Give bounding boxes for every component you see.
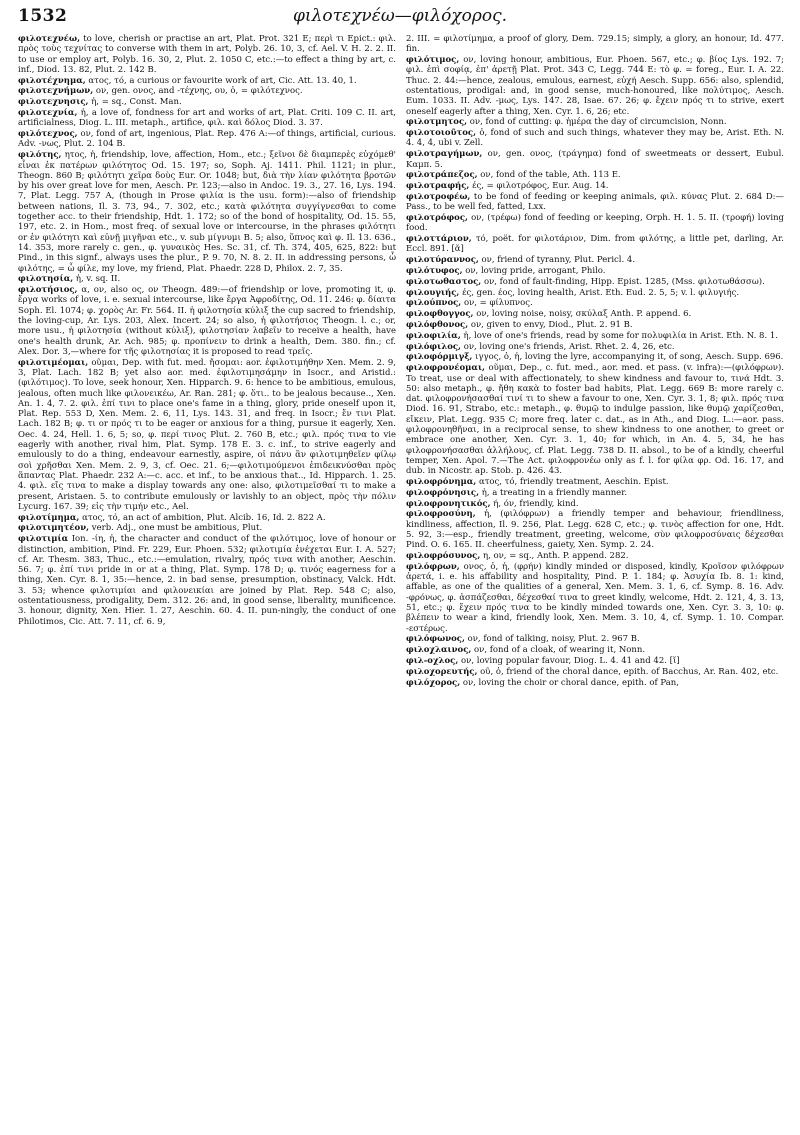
entry-definition: ον, friend of tyranny, Plut. Pericl. 4. xyxy=(481,255,636,266)
entry-headword: φιλοτίμημα, xyxy=(18,512,80,523)
dictionary-entry xyxy=(406,288,784,298)
dictionary-entry xyxy=(18,534,396,627)
entry-definition: ον, fond of the table, Ath. 113 E. xyxy=(480,170,621,181)
entry-headword: φιλοτήσιος, xyxy=(18,285,78,296)
entry-headword: φιλοτοιοῦτος, xyxy=(406,128,477,139)
dictionary-entry xyxy=(18,150,396,274)
entry-headword: φιλοτιμέομαι, xyxy=(18,357,89,368)
dictionary-entry xyxy=(406,562,784,634)
entry-headword: φιλοτέχνημα, xyxy=(18,75,86,86)
dictionary-entry xyxy=(406,645,784,655)
entry-headword: φιλοτμητος, xyxy=(406,117,468,128)
entry-headword: φιλοτιμία xyxy=(18,534,69,545)
dictionary-entry xyxy=(406,34,784,55)
dictionary-entry xyxy=(406,634,784,644)
entry-headword: φιλόφωνος, xyxy=(406,634,465,645)
entry-headword: φιλοφρόνημα, xyxy=(406,476,477,487)
entry-headword: φιλόφθονος, xyxy=(406,320,469,331)
dictionary-entry xyxy=(18,523,396,533)
entry-headword: φιλοτωθαστος, xyxy=(406,276,482,287)
entry-definition: ον, fond of fault-finding, Hipp. Epist. 1285, (Mss. φιλοτωθάσσω). xyxy=(483,276,765,287)
entry-definition: α, ον, also ος, ον Theogn. 489:—of friendship or love, promoting it, φ. ἔργα works of love, i. e. sexual intercourse, like ἔργα Ἀφροδίτης, Od. 11. 246: φ. δίαιτα Soph. El. 1074; φ. χορὸς Ar. Fr. 564. II. ἡ φιλοτησία κύλιξ the cup sacred to friendship, the loving-cup, Ar. Lys. 203, Alex. Incert. 24; so also, ἡ φιλοτήσιος Theogn. l. c.; or, more usu., ἡ φιλοτησία (without κύλιξ), φιλοτησίαν λαβεῖν to receive a health, have one's health drunk, Ar. Ach. 985; φ. προπίνειν to drink a health, Dem. 380. fin.; cf. Alex. Dor. 3,—where for τῆς φιλοτησίας it is proposed to read τρεῖς. xyxy=(18,285,396,357)
dictionary-entry xyxy=(18,108,396,129)
entry-definition: ἡ, love of one's friends, read by some for πολυφιλία in Arist. Eth. N. 8. 1. xyxy=(463,330,778,341)
entry-headword: φιλοτύραννος, xyxy=(406,255,479,266)
left-column xyxy=(18,34,396,1130)
entry-definition: τό, poët. for φιλοτάριον, Dim. from φιλότης, a little pet, darling, Ar. Eccl. 891. [ᾰ] xyxy=(406,234,784,255)
dictionary-entry xyxy=(406,170,784,180)
entry-headword: φιλοφρονέομαι, xyxy=(406,363,486,374)
entry-definition: Ion. -ίη, ἡ, the character and conduct of the φιλότιμος, love of honour or distinction, ambition, Pind. Fr. 229, Eur. Phoen. 532; φιλοτιμία ἐνέχεται Eur. I. A. 527; cf. Ar. Thesm. 383, Thuc., etc.:—emulation, rivalry, πρός τινα with another, Aeschin. 56. 7; φ. ἐπί τινι pride in or at a thing, Plat. Symp. 178 D; φ. τινός eagerness for a thing, Xen. Cyr. 8. 1, 35:—hence, 2. in bad sense, presumption, obstinacy, Valck. Hdt. 3. 53; whence φιλοτιμίαι and φιλονεικίαι are joined by Plat. Rep. 548 C; also, ostentatiousness, prodigality, Dem. 312. 26: and, in good sense, liberality, munificence. 3. honour, dignity, Xen. Hier. 1. 27, Aeschin. 60. 4. II. pun-ningly, the conduct of one Philotimos, Cic. Att. 7. 11, cf. 6. 9, xyxy=(18,534,396,627)
entry-headword: φιλοτησία, xyxy=(18,274,74,285)
entry-headword: φιλοχορευτής, xyxy=(406,666,478,677)
entry-definition: ιγγος, ὁ, ἡ, loving the lyre, accompanying it, of song, Aesch. Supp. 696. xyxy=(475,352,784,363)
entry-definition: ον, loving pride, arrogant, Philo. xyxy=(465,266,606,277)
dictionary-entry xyxy=(18,34,396,75)
entry-definition: ἡ, v. sq. II. xyxy=(75,274,121,285)
entry-headword: φιλοτεχνήμων, xyxy=(18,86,94,97)
entry-headword: φιλοτιμητέον, xyxy=(18,523,90,534)
entry-definition: ον, gen. ονος, (τράγημα) fond of sweetmeats or dessert, Eubul. Καμπ. 5. xyxy=(406,149,784,170)
dictionary-entry xyxy=(406,342,784,352)
dictionary-entry xyxy=(18,76,396,86)
entry-definition: ον, (τρέφω) fond of feeding or keeping, Orph. H. 1. 5. II. (τροφή) loving food. xyxy=(406,213,784,234)
entry-headword: φιλούπνος, xyxy=(406,298,462,309)
page-number: 1532 xyxy=(18,6,68,26)
entry-definition: ον, given to envy, Diod., Plut. 2. 91 B. xyxy=(470,320,633,331)
entry-definition: ατος, τό, a curious or favourite work of art, Cic. Att. 13. 40, 1. xyxy=(88,75,357,86)
entry-headword: φιλοτραφής, xyxy=(406,181,470,192)
entry-headword: φιλότεχνος, xyxy=(18,129,78,140)
entry-headword: φιλοφρόνησις, xyxy=(406,487,480,498)
entry-definition: ον, fond of art, ingenious, Plat. Rep. 476 A:—of things, artificial, curious. Adv. -νως, Plut. 2. 104 B. xyxy=(18,129,396,150)
entry-headword: φιλοχλαινος, xyxy=(406,645,472,656)
entry-definition: verb. Adj., one must be ambitious, Plut. xyxy=(91,523,263,534)
dictionary-entry xyxy=(406,320,784,330)
entry-headword: φιλόφρων, xyxy=(406,561,460,572)
entry-headword: φιλότης, xyxy=(18,150,62,161)
entry-definition: ον, fond of cutting: φ. ἡμέρα the day of circumcision, Nonn. xyxy=(469,117,727,128)
entry-definition: to love, cherish or practise an art, Plat. Prot. 321 E; περὶ τι Epict.: φιλ. πρὸς τοὺς τεχνίτας to converse with them in art, Polyb. 26. 10, 3, cf. Ael. V. H. 2. 2. II. to use or employ art, Polyb. 16. 30, 2, Plut. 2. 1050 C, etc.:—to effect a thing by art, c. inf., Diod. 13. 82, Plut. 2. 142 B. xyxy=(18,34,396,75)
entry-headword: φιλοττάριον, xyxy=(406,234,472,245)
entry-headword: φιλ-οχλος, xyxy=(406,656,459,667)
running-head: φιλοτεχνέω—φιλόχορος. xyxy=(293,6,507,26)
entry-definition: ἡ, a love of, fondness for art and works of art, Plat. Criti. 109 C. II. art, artificialness, Diog. L. III. metaph., artifice, φιλ. καὶ δόλος Diod. 3. 37. xyxy=(18,108,396,129)
entry-headword: φιλοτραγήμων, xyxy=(406,149,483,160)
dictionary-entry xyxy=(406,551,784,561)
entry-headword: φιλοτράπεζος, xyxy=(406,170,478,181)
entry-definition: 2. III. = φιλοτίμημα, a proof of glory, Dem. 729.15; simply, a glory, an honour, Id. 477. fin. xyxy=(406,34,784,55)
entry-headword: φιλοφρονητικός, xyxy=(406,498,491,509)
entry-headword: φιλότιμος, xyxy=(406,55,460,66)
dictionary-entry xyxy=(406,363,784,476)
dictionary-entry xyxy=(406,255,784,265)
dictionary-entry xyxy=(406,192,784,213)
dictionary-entry xyxy=(406,509,784,550)
dictionary-entry xyxy=(406,234,784,255)
right-column xyxy=(406,34,784,1130)
entry-definition: ον, loving the choir or choral dance, epith. of Pan, xyxy=(462,677,679,688)
entry-definition: ὁ, fond of such and such things, whatever they may be, Arist. Eth. N. 4. 4, 4, ubi v. Zell. xyxy=(406,128,784,149)
dictionary-entry xyxy=(406,149,784,170)
entry-definition: ον, fond of a cloak, of wearing it, Nonn. xyxy=(474,645,646,656)
dictionary-entry xyxy=(406,678,784,688)
entry-headword: φιλοτροφέω, xyxy=(406,191,471,202)
page-header xyxy=(18,6,782,30)
entry-definition: ον, loving one's friends, Arist. Rhet. 2. 4, 26, etc. xyxy=(463,341,675,352)
dictionary-entry xyxy=(406,128,784,149)
entry-definition: ατος, τό, an act of ambition, Plut. Alcib. 16, Id. 2. 822 A. xyxy=(82,512,326,523)
dictionary-entry xyxy=(406,667,784,677)
entry-definition: ον, = φίλυπνος. xyxy=(463,298,533,309)
entry-definition: ές, = φιλοτρόφος, Eur. Aug. 14. xyxy=(472,181,609,192)
entry-headword: φιλόφιλος, xyxy=(406,341,462,352)
dictionary-entry xyxy=(18,86,396,96)
text-columns xyxy=(18,34,784,1130)
dictionary-entry xyxy=(18,285,396,357)
entry-headword: φιλοφθογγος, xyxy=(406,309,474,320)
entry-definition: οῦμαι, Dep., c. fut. med., aor. med. et pass. (v. infra):—(φιλόφρων). To treat, use or deal with affectionately, to shew kindness and favour to, τινά Hdt. 3. 50: also metaph., φ. ἤθη κακὰ to foster bad habits, Plat. Legg. 669 B: more rarely c. dat. φιλοφρονήσασθαί τινί τι to shew a favour to one, Xen. Cyr. 3. 1, 8; φιλ. πρός τινα Diod. 16. 91, Strabo, etc.: metaph., φ. θυμῷ to indulge passion, like θυμῷ χαρίζεσθαι, εἴκειν, Plat. Legg. 935 C; more freq. later c. dat., as in Ath., and Diog. L.:—aor. pass. φιλοφρονηθῆναι, in a reciprocal sense, to shew kindness to one another, to greet or embrace one another, Xen. Cyr. 3. 1, 40; for which, in An. 4. 5, 34, he has φιλοφρονήσασθαι ἀλλήλους, cf. Plat. Legg. 738 D. II. absol., to be of a kindly, cheerful temper, Xen. Apol. 7.—The Act. φιλοφρονέω only as f. l. for φίλα φρ. Od. 16. 17, and dub. in Nicostr. ap. Stob. p. 426. 43. xyxy=(406,363,784,477)
entry-headword: φιλοτεχνέω, xyxy=(18,34,81,44)
entry-definition: η, ον, = sq., Anth. P. append. 282. xyxy=(483,551,629,562)
entry-headword: φιλοτρόφος, xyxy=(406,213,468,224)
dictionary-entry xyxy=(18,358,396,512)
entry-headword: φιλοτεχνησις, xyxy=(18,97,89,108)
dictionary-entry xyxy=(406,488,784,498)
entry-definition: to be fond of feeding or keeping animals, φιλ. κύνας Plut. 2. 684 D:—Pass., to be well fed, fatted, Lxx. xyxy=(406,191,784,213)
dictionary-entry xyxy=(406,656,784,666)
entry-definition: ἡ, = sq., Const. Man. xyxy=(91,97,182,108)
entry-definition: ον, gen. ονος, and -τέχνης, ου, ὁ, = φιλότεχνος. xyxy=(95,86,303,97)
entry-headword: φιλοφροσύνη, xyxy=(406,509,476,520)
entry-headword: φιλοφιλία, xyxy=(406,330,461,341)
entry-definition: ον, loving honour, ambitious, Eur. Phoen. 567, etc.; φ. βίος Lys. 192. 7; φιλ. ἐπὶ σοφίᾳ, ἐπ' ἀρετῇ Plat. Prot. 343 C, Legg. 744 E: τὸ φ. = foreg., Eur. I. A. 22. Thuc. 2. 44:—hence, zealous, emulous, earnest, εὐχή Aesch. Supp. 656: also, splendid, ostentatious, prodigal: and, in good sense, much-honoured, like πολύτιμος, Aesch. Eum. 1033. II. Adv. -μως, Lys. 147. 28, Isae. 67. 26; φ. ἔχειν πρός τι to strive, exert oneself eagerly after a thing, Xen. Cyr. 1. 6, 26; etc. xyxy=(406,55,784,117)
entry-definition: ἡ, a treating in a friendly manner. xyxy=(481,487,628,498)
entry-definition: ον, loving popular favour, Diog. L. 4. 41 and 42. [ῐ] xyxy=(461,656,680,667)
dictionary-entry xyxy=(406,181,784,191)
dictionary-entry xyxy=(406,331,784,341)
entry-definition: οῦμαι, Dep. with fut. med. ἤσομαι: aor. ἐφιλοτιμήθην Xen. Mem. 2. 9, 3, Plat. Lach. 182 B; yet also aor. med. ἐφιλοτιμησάμην in Isocr., and Aristid.: (φιλότιμος). To love, seek honour, Xen. Hipparch. 9. 6: hence to be ambitious, emulous, jealous, often much like φιλονεικέω, Ar. Ran. 281; φ. ὅτι.. to be jealous because.., Xen. An. 1. 4, 7. 2. φιλ. ἐπί τινι to place one's fame in a thing, glory, pride oneself upon it, Plat. Rep. 553 D, Xen. Mem. 2. 6, 11, Lys. 143. 31, and freq. in Isocr.; ἔν τινι Plat. Lach. 182 B; φ. τι or πρός τι to be eager or anxious for a thing, pursue it eagerly, Xen. Oec. 4. 24, Hell. 1. 6, 5; so, φ. περί τινος Plut. 2. 760 B, etc.; φιλ. πρός τινα to vie eagerly with another, rival him, Plat. Symp. 178 E. 3. c. inf., to strive eagerly and emulously to do a thing, endeavour earnestly, aspire, οἱ πάνυ ἂν φιλοτιμηθεῖεν φίλῳ σοὶ χρῆσθαι Xen. Mem. 2. 9, 3, cf. Oec. 21. 6;—φιλοτιμούμενοι ἐπιδεικνύσθαι πρὸς ἅπαντας Plat. Phaedr. 232 A:—c. acc. et inf., to be anxious that.., Id. Hipparch. 1. 25. 4. φιλ. εἴς τινα to make a display towards any one: also, φιλοτιμεῖσθαί τι to make a present, Aristaen. 5. to contribute emulously or lavishly to an object, πρὸς τὴν πόλιν Lycurg. 167. 39; εἰς τὴν τιμήν etc., Ael. xyxy=(18,357,396,512)
dictionary-entry xyxy=(18,129,396,150)
entry-headword: φιλουγιής, xyxy=(406,287,460,298)
dictionary-entry xyxy=(18,274,396,284)
entry-definition: ές, gen. έος, loving health, Arist. Eth. Eud. 2. 5, 5; v. l. φιλυγιής. xyxy=(462,287,740,298)
dictionary-entry xyxy=(406,277,784,287)
entry-definition: ον, loving noise, noisy, σκύλαξ Anth. P. append. 6. xyxy=(476,309,692,320)
entry-definition: ον, fond of talking, noisy, Plut. 2. 967 B. xyxy=(467,634,640,645)
entry-headword: φιλοτεχνία, xyxy=(18,108,78,119)
dictionary-entry xyxy=(406,266,784,276)
dictionary-entry xyxy=(406,309,784,319)
entry-definition: ητος, ἡ, friendship, love, affection, Hom., etc.; ξεῖνοι δὲ διαμπερὲς εὐχόμεθ' εἶναι ἐκ πατέρων φιλότητος Od. 15. 197; so, Soph. Aj. 1411. Phil. 1121; in plur., Theogn. 860 B; φιλότητι χεῖρα δοὺς Eur. Or. 1048; but, διὰ τὴν λίαν φιλότητα βροτῶν by his over great love for men, Aesch. Pr. 123;—also in Andoc. 19. 3., 27. 16, Lys. 194. 7, Plat. Legg. 757 A, (though in Prose φιλία is the usu. form):—also of friendship between nations, Il. 3. 73, 94., 7. 302, etc.; κατὰ φιλότητα συγγίγνεσθαι to come together acc. to their friendship, Hdt. 1. 172; so of the bond of hospitality, Od. 15. 55, 197, etc. 2. in Hom., most freq. of sexual love or intercourse, in the phrases φιλότητι or ἐν φιλότητι καὶ εὐνῇ μιγῆναι etc., v. sub μίγνυμι B. 5; also, ὕπνος καὶ φ. Il. 13. 636., 14. 353, more rarely c. gen., φ. γυναικὸς Hes. Sc. 31, cf. Th. 374, 405, 625, 822: but Pind., in this signf., always uses the plur., P. 9. 70, N. 8. 2. II. in addressing persons, ὦ φιλότης, = ὦ φίλε, my love, my friend, Plat. Phaedr. 228 D, Philox. 2. 7, 35. xyxy=(18,150,396,274)
dictionary-entry xyxy=(406,55,784,117)
dictionary-entry xyxy=(18,513,396,523)
entry-headword: φιλόχορος, xyxy=(406,677,461,688)
entry-definition: οῦ, ὁ, friend of the choral dance, epith. of Bacchus, Ar. Ran. 402, etc. xyxy=(480,666,779,677)
dictionary-entry xyxy=(406,477,784,487)
dictionary-entry xyxy=(406,352,784,362)
dictionary-entry xyxy=(406,117,784,127)
dictionary-entry xyxy=(18,97,396,107)
dictionary-entry xyxy=(406,298,784,308)
dictionary-entry xyxy=(406,499,784,509)
dictionary-entry xyxy=(406,213,784,234)
entry-definition: ατος, τό, friendly treatment, Aeschin. Epist. xyxy=(478,476,669,487)
entry-definition: ἡ, (φιλόφρων) a friendly temper and behaviour, friendliness, kindliness, affection, Il. 9. 256, Plat. Legg. 628 C, etc.; φ. τινὸς affection for one, Hdt. 5. 92, 3:—esp., friendly treatment, greeting, welcome, σὺν φιλοφροσύναις δέχεσθαι Pind. O. 6. 165. II. cheerfulness, gaiety, Xen. Symp. 2. 24. xyxy=(406,509,784,551)
entry-headword: φιλότυφος, xyxy=(406,266,463,277)
entry-headword: φιλοφρόσυνος, xyxy=(406,551,481,562)
entry-definition: ονος, ὁ, ἡ, (φρήν) kindly minded or disposed, kindly, Κροῖσον φιλόφρων ἀρετά, i. e. his affability and hospitality, Pind. P. 1. 184; φ. Ἀσυχία Ib. 8. 1: kind, affable, as one of the qualities of a general, Xen. Mem. 3. 1, 6, cf. Symp. 8. 16. Adv. -φρόνως, φ. ἀσπάζεσθαι, δέχεσθαί τινα to greet kindly, welcome, Hdt. 2. 121, 4, 3. 13, 51, etc.; φ. ἔχειν πρός τινα to be kindly minded towards one, Xen. Cyr. 3. 3, 10: φ. βλέπειν to wear a kind, friendly look, Xen. Mem. 3. 10, 4, cf. Symp. 1. 10. Compar. -εστέρως. xyxy=(406,561,784,634)
entry-definition: ή, όν, friendly, kind. xyxy=(493,498,579,509)
entry-headword: φιλοφόρμιγξ, xyxy=(406,352,473,363)
